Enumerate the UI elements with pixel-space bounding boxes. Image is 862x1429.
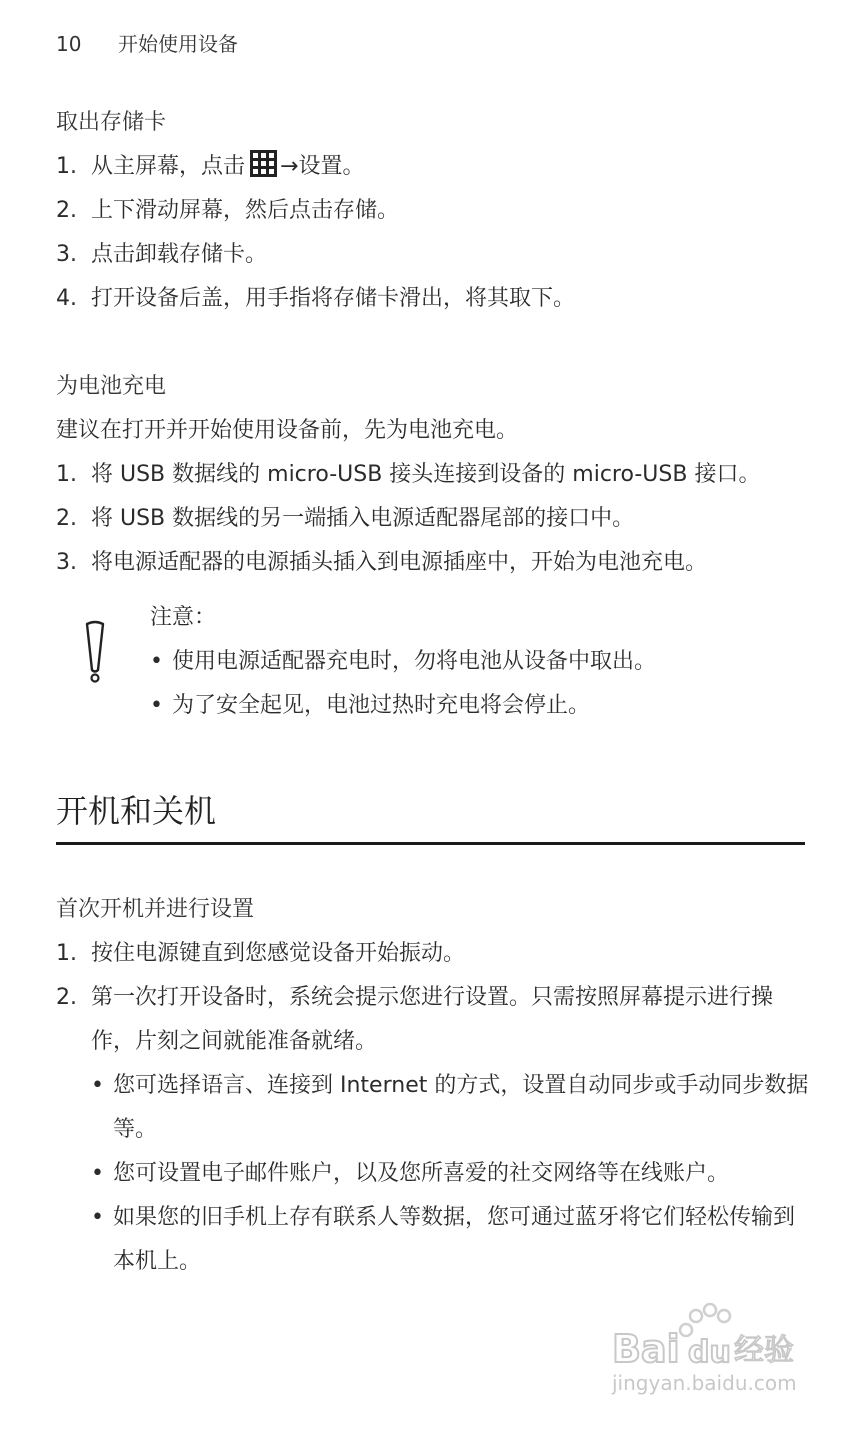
step-number: 1. <box>56 941 77 966</box>
charge-section <box>56 365 816 585</box>
grid-icon <box>249 149 278 178</box>
step-number: 1. <box>56 154 77 179</box>
step-text: 按住电源键直到您感觉设备开始振动。 <box>91 941 466 966</box>
note-item-text: 为了安全起见，电池过热时充电将会停止。 <box>172 693 591 718</box>
step-text: 将电源适配器的电源插头插入到电源插座中，开始为电池充电。 <box>91 550 708 575</box>
svg-text:du: du <box>688 1335 731 1370</box>
svg-text:经验: 经验 <box>734 1333 794 1368</box>
list-item <box>56 497 816 541</box>
header-title: 开始使用设备 <box>118 32 238 56</box>
step-number: 1. <box>56 462 77 487</box>
remove-card-steps <box>56 145 816 321</box>
step-number: 2. <box>56 506 77 531</box>
step-text: 将 USB 数据线的 micro-USB 接头连接到设备的 micro-USB 接口。 <box>91 462 761 487</box>
step-text: 第一次打开设备时，系统会提示您进行设置。只需按照屏幕提示进行操作，片刻之间就能准备就绪。 <box>91 985 774 1054</box>
note-block <box>150 596 830 728</box>
page-number: 10 <box>56 32 82 56</box>
baidu-watermark-logo <box>610 1300 810 1400</box>
exclamation-icon <box>84 620 106 684</box>
step-number: 4. <box>56 286 77 311</box>
bullet: • <box>91 1161 104 1186</box>
list-item <box>91 1196 816 1284</box>
remove-card-heading: 取出存储卡 <box>56 110 167 135</box>
bullet-text: 您可设置电子邮件账户，以及您所喜爱的社交网络等在线账户。 <box>113 1161 730 1186</box>
bullet-text: 您可选择语言、连接到 Internet 的方式，设置自动同步或手动同步数据等。 <box>113 1073 809 1142</box>
step-text: 将 USB 数据线的另一端插入电源适配器尾部的接口中。 <box>91 506 635 531</box>
step-text-pre: 从主屏幕，点击 <box>91 154 246 179</box>
running-header <box>56 28 238 57</box>
chapter-title: 开机和关机 <box>56 792 217 830</box>
list-item <box>56 932 816 976</box>
list-item <box>150 640 830 684</box>
bullet: • <box>150 693 163 718</box>
step-text-post: →设置。 <box>280 154 365 179</box>
list-item <box>56 145 816 189</box>
step-number: 2. <box>56 198 77 223</box>
svg-text:jingyan.baidu.com: jingyan.baidu.com <box>612 1371 797 1395</box>
list-item <box>56 233 816 277</box>
list-item <box>56 976 816 1064</box>
charge-steps <box>56 453 816 585</box>
list-item <box>56 277 816 321</box>
bullet: • <box>91 1073 104 1098</box>
charge-intro: 建议在打开并开始使用设备前，先为电池充电。 <box>56 418 519 443</box>
note-item-text: 使用电源适配器充电时，勿将电池从设备中取出。 <box>172 649 657 674</box>
list-item <box>56 189 816 233</box>
list-item <box>56 541 816 585</box>
charge-heading: 为电池充电 <box>56 374 167 399</box>
first-setup-bullets <box>91 1064 816 1284</box>
bullet-text: 如果您的旧手机上存有联系人等数据，您可通过蓝牙将它们轻松传输到本机上。 <box>113 1205 796 1274</box>
step-text: 点击卸载存储卡。 <box>91 242 268 267</box>
svg-text:Bai: Bai <box>612 1327 680 1371</box>
step-text: 上下滑动屏幕，然后点击存储。 <box>91 198 400 223</box>
list-item <box>91 1152 816 1196</box>
step-number: 3. <box>56 242 77 267</box>
chapter-heading <box>56 786 805 845</box>
list-item <box>150 684 830 728</box>
note-items <box>150 640 830 728</box>
list-item <box>56 453 816 497</box>
step-number: 3. <box>56 550 77 575</box>
list-item <box>91 1064 816 1152</box>
step-number: 2. <box>56 985 77 1010</box>
remove-card-section <box>56 101 816 321</box>
bullet: • <box>150 649 163 674</box>
first-setup-section <box>56 888 816 1284</box>
first-setup-steps <box>56 932 816 1064</box>
first-setup-heading: 首次开机并进行设置 <box>56 897 255 922</box>
bullet: • <box>91 1205 104 1230</box>
note-label: 注意： <box>150 605 217 630</box>
step-text: 打开设备后盖，用手指将存储卡滑出，将其取下。 <box>91 286 576 311</box>
chapter-rule <box>56 842 805 845</box>
